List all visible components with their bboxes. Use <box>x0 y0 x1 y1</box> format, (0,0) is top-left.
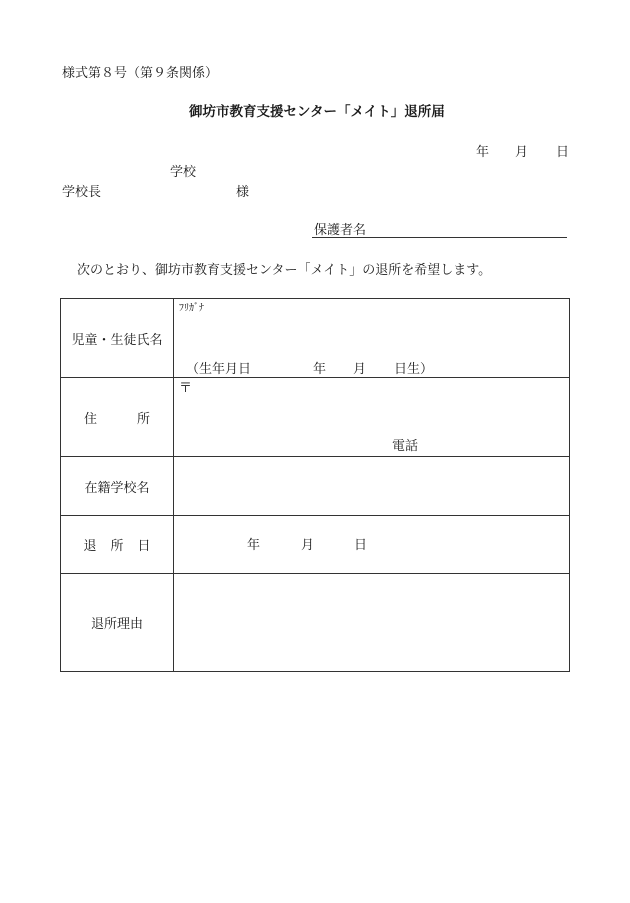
leave-year-label: 年 <box>247 538 261 553</box>
student-name-cell[interactable] <box>174 299 570 378</box>
principal-label: 学校長 <box>62 185 102 200</box>
address-label-1: 住 <box>83 411 97 427</box>
phone-label: 電話 <box>392 439 419 454</box>
student-name-label: 児童・生徒氏名 <box>61 299 174 378</box>
leave-date-cell[interactable] <box>174 516 570 574</box>
guardian-name-label: 保護者名 <box>314 223 367 238</box>
date-day-label: 日 <box>556 145 570 160</box>
leave-month-label: 月 <box>301 538 315 553</box>
student-row <box>61 299 570 378</box>
address-cell[interactable] <box>174 378 570 457</box>
withdrawal-form-table <box>60 298 570 672</box>
leave-label-1: 退 <box>83 539 97 554</box>
birth-month-label: 月 <box>353 362 367 377</box>
enrolled-school-label: 在籍学校名 <box>61 457 174 516</box>
reason-label: 退所理由 <box>61 574 174 672</box>
guardian-name-line <box>312 237 567 238</box>
leave-date-row <box>61 516 570 574</box>
birth-day-label: 日生） <box>394 362 434 377</box>
page-title: 御坊市教育支援センター「メイト」退所届 <box>189 104 445 120</box>
honorific-label: 様 <box>236 185 250 200</box>
date-year-label: 年 <box>476 145 490 160</box>
enrolled-school-cell[interactable] <box>174 457 570 516</box>
reason-row <box>61 574 570 672</box>
date-month-label: 月 <box>515 145 529 160</box>
reason-cell[interactable] <box>174 574 570 672</box>
leave-label-2: 所 <box>110 539 124 554</box>
school-row <box>61 457 570 516</box>
address-row <box>61 378 570 457</box>
leave-date-label <box>61 516 174 574</box>
postal-mark: 〒 <box>179 381 193 396</box>
leave-day-label: 日 <box>354 538 368 553</box>
statement-text: 次のとおり、御坊市教育支援センター「メイト」の退所を希望します。 <box>77 263 492 278</box>
birthdate-label: （生年月日 <box>186 362 252 377</box>
birth-year-label: 年 <box>313 362 327 377</box>
address-label-2: 所 <box>137 411 151 427</box>
leave-label-3: 日 <box>137 539 151 554</box>
address-label <box>61 378 174 457</box>
form-number: 様式第８号（第９条関係） <box>62 66 219 81</box>
school-label: 学校 <box>170 165 197 180</box>
furigana-label: ﾌﾘｶﾞﾅ <box>179 303 204 314</box>
